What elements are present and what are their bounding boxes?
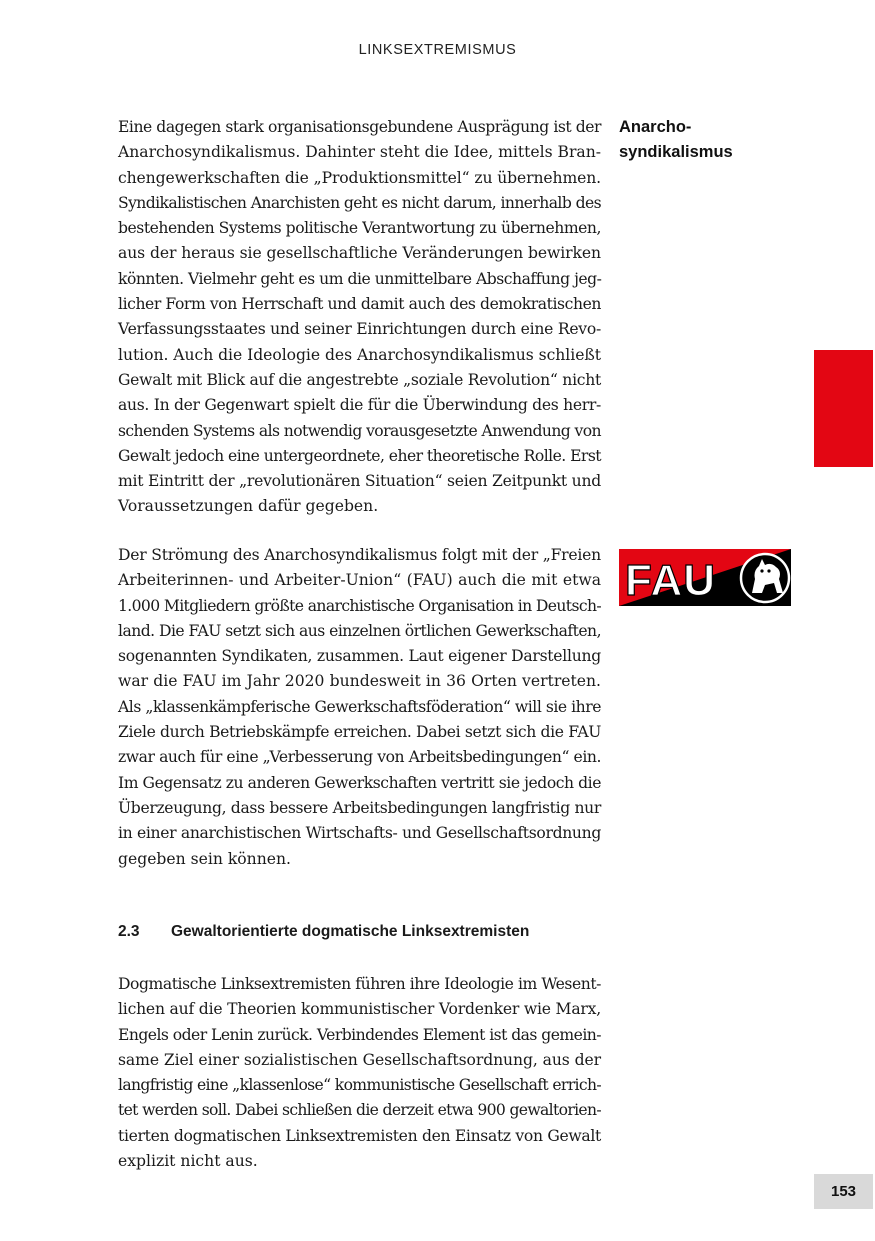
text-line: mit Eintritt der „revolutionären Situation“ seien Zeitpunkt und <box>118 472 601 491</box>
text-line: gegeben sein können. <box>118 849 292 868</box>
text-line: Im Gegensatz zu anderen Gewerkschaften vertritt sie jedoch die <box>118 773 601 792</box>
text-line: sogenannten Syndikaten, zusammen. Laut eigener Darstellung <box>118 647 601 666</box>
text-line: schenden Systems als notwendig vorausgesetzte Anwendung von <box>118 421 601 440</box>
section-number: 2.3 <box>118 923 140 940</box>
fau-logo-graphic <box>619 549 791 606</box>
text-line: lichen auf die Theorien kommunistischer Vordenker wie Marx, <box>118 1000 602 1019</box>
text-line: in einer anarchistischen Wirtschafts- und Gesellschaftsordnung <box>118 824 601 843</box>
text-line: 1.000 Mitgliedern größte anarchistische Organisation in Deutsch- <box>118 596 601 615</box>
text-line: aus der heraus sie gesellschaftliche Veränderungen bewirken <box>118 244 601 263</box>
text-line: land. Die FAU setzt sich aus einzelnen örtlichen Gewerkschaften, <box>118 621 601 640</box>
text-line: aus. In der Gegenwart spielt die für die Überwindung des herr- <box>118 396 601 415</box>
text-line: Ziele durch Betriebskämpfe erreichen. Dabei setzt sich die FAU <box>118 723 601 742</box>
text-line: lution. Auch die Ideologie des Anarchosyndikalismus schließt <box>118 345 601 364</box>
fau-logo <box>619 549 791 606</box>
chapter-tab-marker <box>814 350 873 467</box>
section-heading <box>118 923 529 941</box>
paragraph-fau <box>118 543 601 872</box>
text-line: Dogmatische Linksextremisten führen ihre Ideologie im Wesent- <box>118 975 601 993</box>
text-line: langfristig eine „klassenlose“ kommunistische Gesellschaft errich- <box>118 1076 601 1095</box>
text-line: bestehenden Systems politische Verantwortung zu übernehmen, <box>118 219 601 238</box>
text-line: Syndikalistischen Anarchisten geht es nicht darum, innerhalb des <box>118 193 601 212</box>
section-title: Gewaltorientierte dogmatische Linksextremisten <box>171 923 530 940</box>
text-line: Der Strömung des Anarchosyndikalismus folgt mit der „Freien <box>118 546 601 564</box>
paragraph-dogmatische <box>118 972 601 1174</box>
text-line: Eine dagegen stark organisationsgebundene Ausprägung ist der <box>118 118 601 136</box>
text-line: war die FAU im Jahr 2020 bundesweit in 36 Orten vertreten. <box>118 672 601 691</box>
text-line: könnten. Vielmehr geht es um die unmittelbare Abschaffung jeg- <box>118 269 602 288</box>
text-line: Voraussetzungen dafür gegeben. <box>118 497 379 516</box>
text-line: zwar auch für eine „Verbesserung von Arbeitsbedingungen“ ein. <box>118 748 601 767</box>
text-line: chengewerkschaften die „Produktionsmittel“ zu übernehmen. <box>118 168 601 187</box>
text-line: Gewalt jedoch eine untergeordnete, eher theoretische Rolle. Erst <box>118 446 601 465</box>
text-line: Arbeiterinnen- und Arbeiter-Union“ (FAU) auch die mit etwa <box>118 571 601 590</box>
text-line: Gewalt mit Blick auf die angestrebte „soziale Revolution“ nicht <box>118 370 601 389</box>
page-number: 153 <box>814 1174 873 1209</box>
text-line: Engels oder Lenin zurück. Verbindendes Element ist das gemein- <box>118 1025 601 1044</box>
text-line: tierten dogmatischen Linksextremisten den Einsatz von Gewalt <box>118 1126 601 1145</box>
text-line: explizit nicht aus. <box>118 1152 258 1171</box>
text-line: Überzeugung, dass bessere Arbeitsbedingungen langfristig nur <box>118 798 601 817</box>
text-line: Verfassungsstaates und seiner Einrichtungen durch eine Revo- <box>118 320 601 339</box>
paragraph-anarchosyndikalismus <box>118 115 601 520</box>
text-line: Als „klassenkämpferische Gewerkschaftsföderation“ will sie ihre <box>118 697 601 716</box>
margin-heading-line1: Anarcho- <box>619 118 692 136</box>
text-line: tet werden soll. Dabei schließen die derzeit etwa 900 gewaltorien- <box>118 1101 601 1120</box>
margin-heading-line2: syndikalismus <box>619 143 733 161</box>
margin-heading <box>619 115 733 165</box>
text-line: licher Form von Herrschaft und damit auch des demokratischen <box>118 295 601 314</box>
fau-logo-text: FAU <box>625 556 716 605</box>
running-header: LINKSEXTREMISMUS <box>358 42 517 58</box>
text-line: Anarchosyndikalismus. Dahinter steht die Idee, mittels Bran- <box>118 143 601 162</box>
text-line: same Ziel einer sozialistischen Gesellschaftsordnung, aus der <box>118 1050 601 1069</box>
